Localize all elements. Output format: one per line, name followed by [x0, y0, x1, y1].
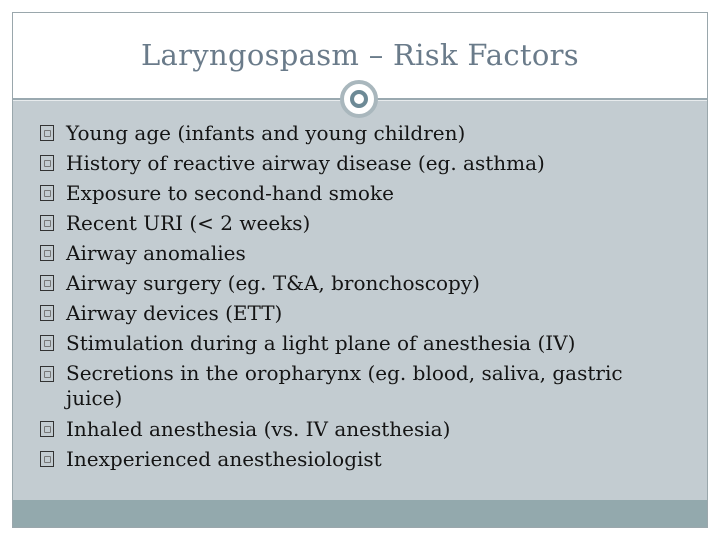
circle-ornament-inner-icon	[350, 90, 368, 108]
square-bullet-icon	[40, 335, 54, 351]
bullet-text: Exposure to second-hand smoke	[66, 181, 394, 205]
square-bullet-icon	[40, 185, 54, 201]
bullet-text: Recent URI (< 2 weeks)	[66, 211, 311, 235]
slide-title: Laryngospasm – Risk Factors	[141, 38, 579, 72]
list-item	[40, 444, 680, 474]
bullet-list	[40, 118, 680, 474]
bullet-text: Inhaled anesthesia (vs. IV anesthesia)	[66, 417, 451, 441]
bullet-text: Airway surgery (eg. T&A, bronchoscopy)	[66, 271, 480, 295]
square-bullet-icon	[40, 245, 54, 261]
list-item	[40, 178, 680, 208]
square-bullet-icon	[40, 125, 54, 141]
bullet-text: Secretions in the oropharynx (eg. blood, saliva, gastric juice)	[66, 361, 623, 410]
square-bullet-icon	[40, 421, 54, 437]
square-bullet-icon	[40, 451, 54, 467]
square-bullet-icon	[40, 275, 54, 291]
list-item	[40, 361, 680, 411]
circle-ornament-icon	[340, 80, 378, 118]
footer-bar	[13, 500, 707, 527]
bullet-text: Airway anomalies	[66, 241, 246, 265]
list-item	[40, 238, 680, 268]
list-item	[40, 208, 680, 238]
bullet-text: Stimulation during a light plane of anesthesia (IV)	[66, 331, 576, 355]
bullet-text: Airway devices (ETT)	[66, 301, 283, 325]
list-item	[40, 414, 680, 444]
list-item	[40, 148, 680, 178]
bullet-text: History of reactive airway disease (eg. asthma)	[66, 151, 545, 175]
square-bullet-icon	[40, 215, 54, 231]
list-item	[40, 298, 680, 328]
list-item	[40, 268, 680, 298]
square-bullet-icon	[40, 366, 54, 382]
bullet-text: Inexperienced anesthesiologist	[66, 447, 382, 471]
bullet-text: Young age (infants and young children)	[66, 121, 466, 145]
square-bullet-icon	[40, 305, 54, 321]
list-item	[40, 118, 680, 148]
square-bullet-icon	[40, 155, 54, 171]
list-item	[40, 328, 680, 358]
